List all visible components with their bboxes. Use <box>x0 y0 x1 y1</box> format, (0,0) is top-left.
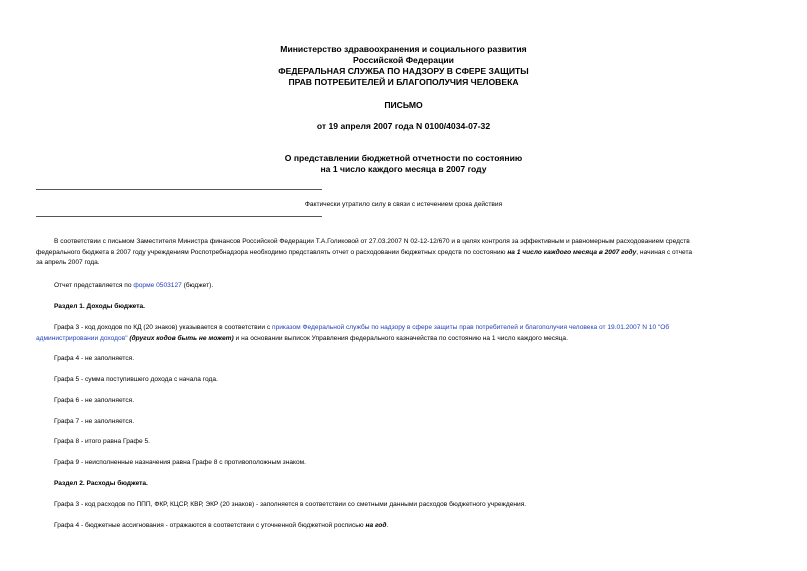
paragraph-graph8: Графа 8 - итого равна Графе 5. <box>54 438 150 445</box>
order-n10-link[interactable]: приказом Федеральной службы по надзору в сфере защиты прав потребителей и благополучия человека от 19.01.2007 N 10 "Об <box>272 324 670 331</box>
separator-bottom <box>36 216 322 217</box>
ministry-name-line2: Российской Федерации <box>353 55 454 65</box>
paragraph-expense-graph3: Графа 3 - код расходов по ППП, ФКР, КЦСР, КВР, ЭКР (20 знаков) - заполняется в соответствии со сметными данными расходов бюджетного учреждения. <box>54 501 527 508</box>
emphasis-no-other-codes: (других кодов быть не может) <box>127 334 234 342</box>
paragraph-intro <box>36 237 769 269</box>
paragraph-expense-graph4: Графа 4 - бюджетные ассигнования - отражаются в соответствии с уточненной бюджетной росписью на год. <box>54 522 389 529</box>
paragraph-graph9: Графа 9 - неисполненные назначения равна Графе 8 с противоположным знаком. <box>54 459 307 466</box>
doc-title-line2: на 1 число каждого месяца в 2007 году <box>320 164 487 174</box>
status-note: Фактически утратило силу в связи с истечением срока действия <box>304 201 503 208</box>
section-2-heading: Раздел 2. Расходы бюджета. <box>54 480 148 487</box>
paragraph-graph6: Графа 6 - не заполняется. <box>54 397 135 404</box>
emphasis-period: на 1 число каждого месяца в 2007 году <box>507 248 637 256</box>
order-n10-link-cont[interactable]: администрировании доходов" <box>36 334 128 342</box>
ministry-name-line1: Министерство здравоохранения и социального развития <box>280 44 527 54</box>
paragraph-intro-line2: федерального бюджета в 2007 году учреждениям Роспотребнадзора необходимо представлять отчет о расходовании бюджетных средств по состоянию на 1 число каждого месяца в 2007 году, начиная с отчета <box>36 248 693 256</box>
doc-date-number: от 19 апреля 2007 года N 0100/4034-07-32 <box>316 121 491 131</box>
paragraph-intro-line3: за апрель 2007 года. <box>36 259 100 266</box>
form-0503127-link[interactable]: форме 0503127 <box>133 282 182 289</box>
separator-top <box>36 189 322 190</box>
agency-name-line1: ФЕДЕРАЛЬНАЯ СЛУЖБА ПО НАДЗОРУ В СФЕРЕ ЗАЩИТЫ <box>278 66 529 76</box>
agency-name-line2: ПРАВ ПОТРЕБИТЕЛЕЙ И БЛАГОПОЛУЧИЯ ЧЕЛОВЕКА <box>288 77 519 87</box>
paragraph-intro-line1: В соответствии с письмом Заместителя Министра финансов Российской Федерации Т.А.Голиковой от 27.03.2007 N 02-12-12/670 и в целях контроля за эффективным и равномерным расходованием средств <box>54 238 690 245</box>
paragraph-graph7: Графа 7 - не заполняется. <box>54 418 135 425</box>
paragraph-graph4: Графа 4 - не заполняется. <box>54 355 135 362</box>
paragraph-graph5: Графа 5 - сумма поступившего дохода с начала года. <box>54 376 218 383</box>
paragraph-graph3-income: Графа 3 - код доходов по КД (20 знаков) указывается в соответствии с приказом Федеральной службы по надзору в сфере защиты прав потребителей и благополучия человека от 19.01.2007 N 10 "Об администрировании доходов" (других кодов быть не может) и на основании выписок Управления федерального казначейства по состоянию на 1 число каждого месяца. <box>36 324 670 342</box>
doc-title-line1: О представлении бюджетной отчетности по состоянию <box>284 153 523 163</box>
emphasis-per-year: на год <box>365 522 387 529</box>
doc-type: ПИСЬМО <box>384 100 423 110</box>
paragraph-form: Отчет представляется по форме 0503127 (бюджет). <box>54 282 214 289</box>
section-1-heading: Раздел 1. Доходы бюджета. <box>54 303 145 310</box>
